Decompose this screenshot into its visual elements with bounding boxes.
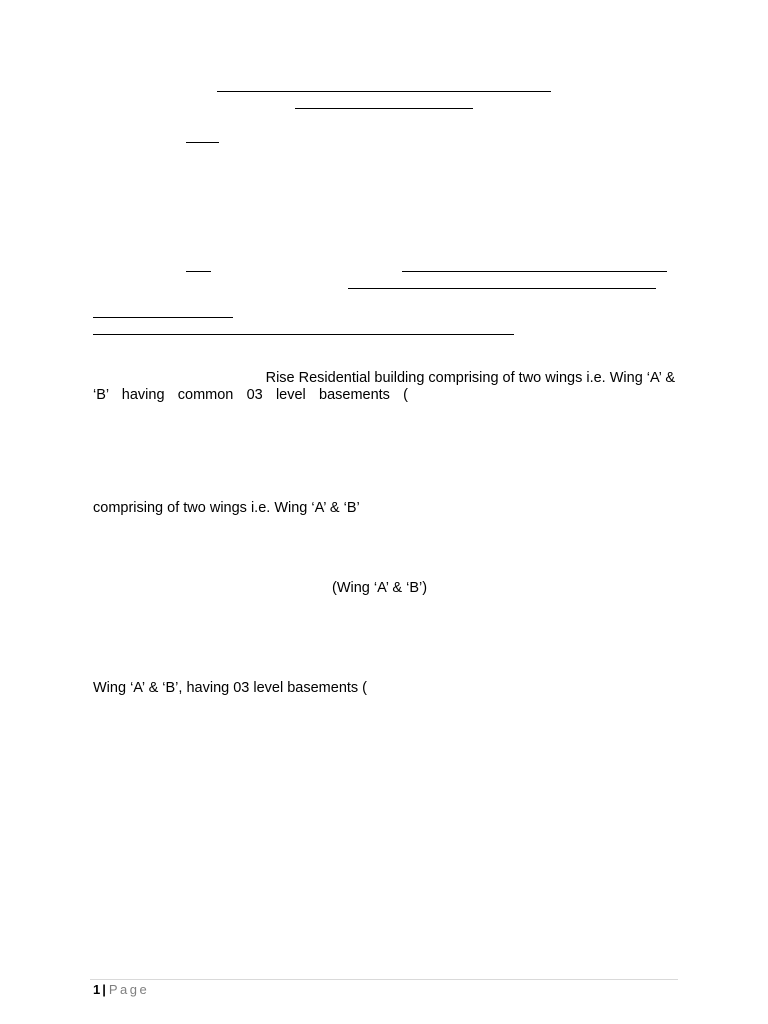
field-underline-1 [186, 142, 219, 143]
footer-divider [90, 979, 678, 980]
paragraph-1-line-2-text: ‘B’ having common 03 level basements ( [93, 387, 408, 403]
page-footer [93, 982, 149, 998]
paragraph-1-line-1: Rise Residential building comprising of two wings i.e. Wing ‘A’ & [265, 370, 675, 386]
page-label: Page [108, 982, 150, 997]
subject-underline-1 [93, 317, 233, 318]
paragraph-1-line-2 [93, 387, 408, 404]
paragraph-1 [93, 370, 675, 404]
field-underline-4 [348, 288, 656, 289]
title-underline-2 [295, 108, 473, 109]
field-underline-2 [186, 271, 211, 272]
field-underline-3 [402, 271, 667, 272]
paragraph-4: Wing ‘A’ & ‘B’, having 03 level basements ( [93, 680, 368, 696]
paragraph-3: (Wing ‘A’ & ‘B’) [332, 580, 428, 596]
page-number: 1 [93, 982, 101, 997]
title-underline-1 [217, 91, 551, 92]
page-separator: | [102, 982, 106, 997]
subject-underline-2 [93, 334, 514, 335]
paragraph-2: comprising of two wings i.e. Wing ‘A’ & ‘B’ [93, 500, 360, 516]
